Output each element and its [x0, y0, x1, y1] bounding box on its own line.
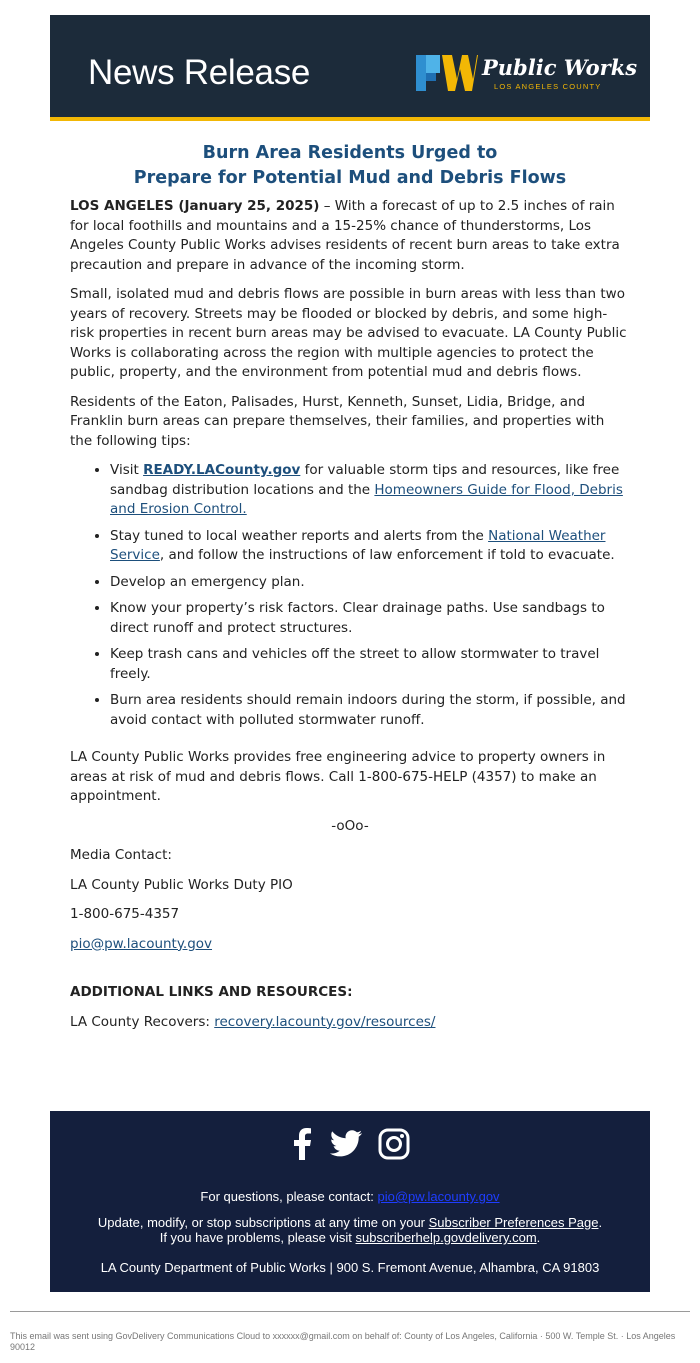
recovery-link[interactable]: recovery.lacounty.gov/resources/ — [214, 1013, 436, 1030]
national-weather-service-link[interactable]: National Weather Service — [110, 527, 606, 563]
headline-line-2: Prepare for Potential Mud and Debris Flows — [133, 168, 567, 188]
footer-address: LA County Department of Public Works | 900 S. Fremont Avenue, Alhambra, CA 91803 — [100, 1260, 600, 1275]
tip-3: • Develop an emergency plan. — [110, 573, 630, 593]
subscriber-help-link[interactable]: subscriberhelp.govdelivery.com — [355, 1230, 537, 1245]
intro-paragraph — [70, 197, 630, 275]
logo-name: Public Works — [482, 55, 638, 80]
tip-6: • Burn area residents should remain indoors during the storm, if possible, and avoid contact with polluted stormwater runoff. — [110, 691, 630, 730]
footer-contact: For questions, please contact: pio@pw.lacounty.gov — [200, 1189, 500, 1204]
media-contact-label: Media Contact: — [70, 847, 172, 863]
tip-4: • Know your property’s risk factors. Clear drainage paths. Use sandbags to direct runoff and protect structures. — [110, 599, 630, 638]
tip-2: • Stay tuned to local weather reports and alerts from the National Weather Service, and follow the instructions of law enforcement if told to evacuate. — [110, 527, 630, 566]
resources-heading: ADDITIONAL LINKS AND RESOURCES: — [70, 984, 353, 1000]
media-contact-email-link[interactable]: pio@pw.lacounty.gov — [70, 935, 213, 952]
headline — [60, 141, 640, 191]
tips-list — [70, 461, 630, 730]
footer-problems-line: If you have problems, please visit subscriberhelp.govdelivery.com. — [159, 1230, 541, 1245]
paragraph-4: LA County Public Works provides free engineering advice to property owners in areas at risk of mud and debris flows. Call 1-800-675-HELP (4357) to make an appointment. — [70, 749, 606, 804]
social-links — [50, 1128, 650, 1164]
subscriber-preferences-link[interactable]: Subscriber Preferences Page — [428, 1215, 599, 1230]
tip-5: • Keep trash cans and vehicles off the street to allow stormwater to travel freely. — [110, 645, 630, 684]
instagram-icon[interactable] — [378, 1128, 410, 1163]
public-works-logo — [416, 53, 638, 93]
pw-logo-mark-icon — [416, 53, 478, 93]
paragraph-3: Residents of the Eaton, Palisades, Hurst, Kenneth, Sunset, Lidia, Bridge, and Franklin burn areas can prepare themselves, their families, and properties with the following tips: — [70, 393, 605, 449]
footer-divider — [10, 1311, 690, 1312]
media-contact-email-row — [70, 935, 630, 955]
tip-1: • Visit READY.LACounty.gov for valuable storm tips and resources, like free sandbag distribution locations and the Homeowners Guide for Flood, Debris and Erosion Control. — [110, 461, 630, 520]
headline-line-1: Burn Area Residents Urged to — [202, 143, 498, 163]
footer-subscription-info — [50, 1215, 650, 1245]
govdelivery-disclaimer: This email was sent using GovDelivery Communications Cloud to xxxxxx@gmail.com on behalf of: County of Los Angeles, California · 500 W. Temple St. · Los Angeles 90012 — [10, 1331, 676, 1352]
paragraph-2: Small, isolated mud and debris flows are possible in burn areas with less than two years of recovery. Streets may be flooded or blocked by debris, and some high-risk properties in recent burn areas may be advised to evacuate. LA County Public Works is collaborating across the region with multiple agencies to protect the public, property, and the environment from potential mud and debris flows. — [70, 286, 627, 380]
footer — [50, 1111, 650, 1292]
logo-subtitle: LOS ANGELES COUNTY — [494, 82, 602, 91]
banner-title: News Release — [88, 53, 311, 92]
ready-lacounty-link[interactable]: READY.LACounty.gov — [143, 462, 301, 478]
homeowners-guide-link[interactable]: Homeowners Guide for Flood, Debris and Erosion Control. — [110, 481, 623, 517]
facebook-icon[interactable] — [290, 1128, 314, 1163]
footer-update-line: Update, modify, or stop subscriptions at any time on your Subscriber Preferences Page. — [97, 1215, 603, 1230]
twitter-icon[interactable] — [330, 1130, 362, 1161]
media-contact-phone: 1-800-675-4357 — [70, 906, 180, 922]
resources-row: LA County Recovers: recovery.lacounty.gov/resources/ — [70, 1013, 436, 1030]
media-contact-name: LA County Public Works Duty PIO — [70, 876, 293, 893]
release-body — [70, 197, 630, 1042]
footer-contact-email-link[interactable]: pio@pw.lacounty.gov — [377, 1189, 500, 1204]
separator: -oOo- — [331, 817, 369, 834]
intro-text: – With a forecast of up to 2.5 inches of rain for local foothills and mountains and a 15-25% chance of thunderstorms, Los Angeles County Public Works advises residents of recent burn areas to take extra precaution and prepare in advance of the incoming storm. — [70, 198, 620, 273]
news-release-banner — [50, 15, 650, 121]
dateline: LOS ANGELES (January 25, 2025) — [70, 198, 320, 214]
